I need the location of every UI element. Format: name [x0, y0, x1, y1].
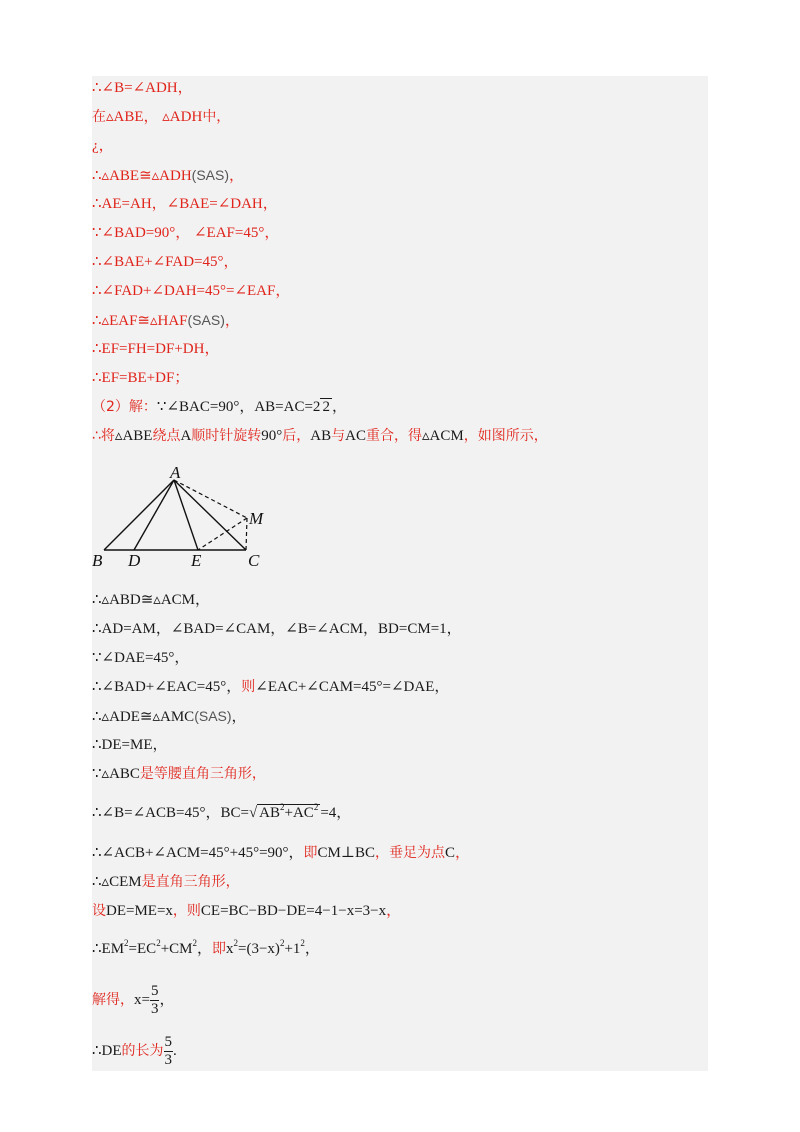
line-26: 解得，x= $\frac{5}{3}$ ， — [92, 983, 175, 1018]
line-11: ∴EF=BE+DF； — [92, 370, 190, 386]
line-5: ∴AE=AH，∠BAE=∠DAH， — [92, 196, 278, 212]
line-16: ∵∠DAE=45°， — [92, 650, 190, 666]
line-12: （2）解：∵∠BAC=90°，AB=AC=2 2 ， — [92, 399, 347, 415]
line-10: ∴EF=FH=DF+DH， — [92, 341, 220, 357]
label-M: M — [249, 509, 264, 528]
label-A: A — [170, 463, 181, 482]
geometry-figure — [90, 462, 280, 572]
line-4: ∴▵ABE≅▵ADH(SAS)， — [92, 167, 245, 184]
label-B: B — [92, 551, 103, 570]
line-24: 设DE=ME=x，则CE=BC−BD−DE=4−1−x=3−x， — [92, 903, 402, 919]
line-20: ∵▵ABC是等腰直角三角形， — [92, 766, 266, 782]
line-23: ∴▵CEM是直角三角形， — [92, 874, 240, 890]
line-9: ∴▵EAF≅▵HAF(SAS)， — [92, 312, 240, 329]
segment-ME — [198, 518, 247, 550]
line-17: ∴∠BAD+∠EAC=45°，则∠EAC+∠CAM=45°=∠DAE， — [92, 679, 450, 695]
segment-AC — [174, 480, 246, 550]
line-3: ¿， — [92, 138, 114, 154]
segment-AD — [134, 480, 174, 550]
line-19: ∴DE=ME， — [92, 737, 168, 753]
line-7: ∴∠BAE+∠FAD=45°， — [92, 254, 239, 270]
label-C: C — [248, 551, 260, 570]
fraction-five-thirds: $\frac{5}{3}$ — [150, 983, 159, 1018]
line-15: ∴AD=AM，∠BAD=∠CAM，∠B=∠ACM，BD=CM=1， — [92, 621, 462, 637]
sqrt-two: 2 — [322, 399, 330, 415]
line-21: ∴∠B=∠ACB=45°，BC=√ $AB^2+AC^2 =4$， — [92, 802, 352, 821]
fraction-answer: $\frac{5}{3}$ — [164, 1034, 173, 1069]
label-D: D — [128, 551, 141, 570]
line-14: ∴▵ABD≅▵ACM， — [92, 592, 211, 608]
line-8: ∴∠FAD+∠DAH=45°=∠EAF， — [92, 283, 291, 299]
segment-MC — [246, 518, 247, 550]
line-1: ∴∠B=∠ADH， — [92, 80, 193, 96]
sqrt-radicand: $AB^2+AC^2$ — [259, 802, 319, 821]
line-2: 在▵ABE， ▵ADH中， — [92, 109, 231, 125]
line-13: ∴将▵ABE绕点A顺时针旋转90°后，AB与AC重合，得▵ACM，如图所示， — [92, 428, 548, 444]
line-6: ∵∠BAD=90°， ∠EAF=45°， — [92, 225, 280, 241]
sqrt-sign: √ — [248, 805, 258, 821]
segment-AB — [104, 480, 174, 550]
line-18: ∴▵ADE≅▵AMC(SAS)， — [92, 708, 247, 725]
line-22: ∴∠ACB+∠ACM=45°+45°=90°，即CM⊥BC，垂足为点C， — [92, 845, 471, 861]
line-25: $\therefore EM^2=EC^2+CM^2$，即$x^2=(3-x)^2+1^2$， — [92, 938, 320, 957]
label-E: E — [191, 551, 202, 570]
line-27: ∴DE的长为 $\frac{5}{3}$ . — [92, 1034, 177, 1069]
